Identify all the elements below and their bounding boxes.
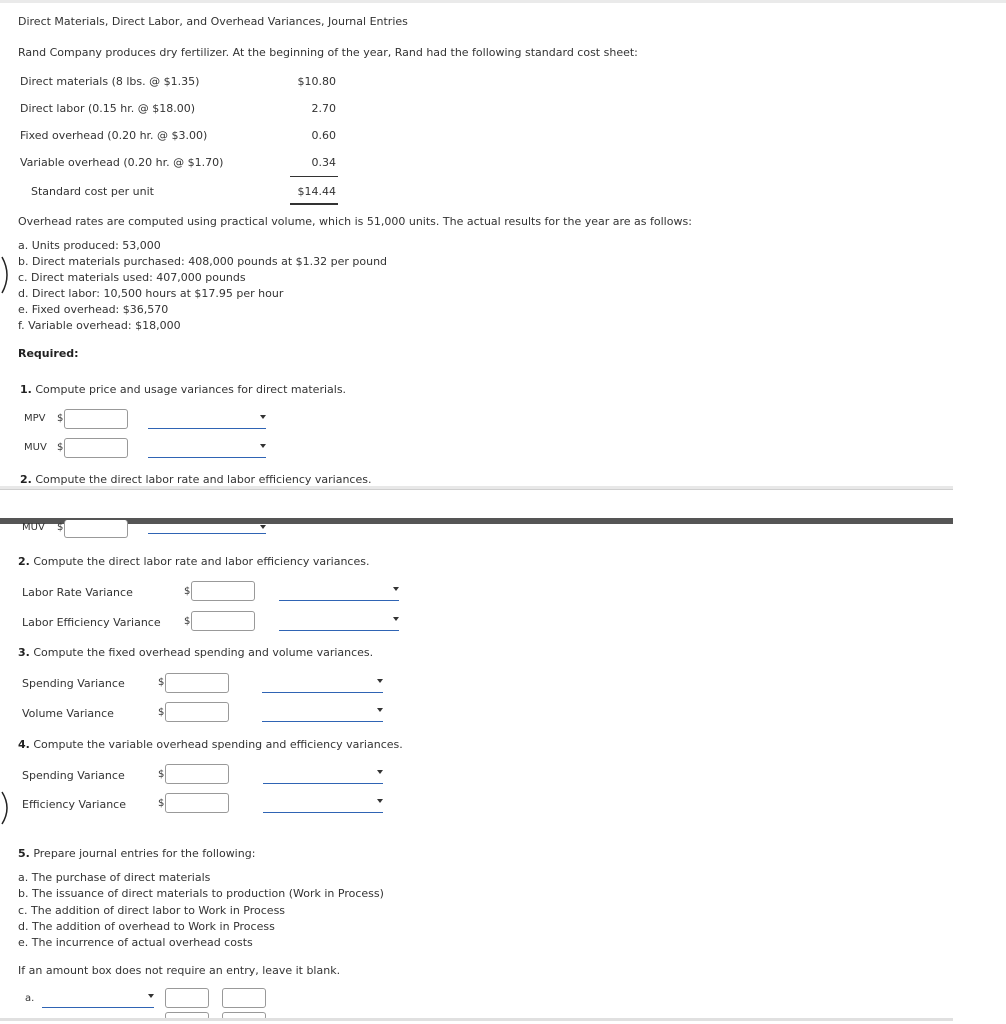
fixed-spending-variance-label: Spending Variance [22,677,125,690]
currency-symbol: $ [158,677,165,688]
currency-symbol: $ [158,707,165,718]
list-item: f. Variable overhead: $18,000 [18,319,181,332]
mpv-label: MPV [24,413,46,424]
chevron-down-icon [393,587,399,591]
question-1 [20,383,346,396]
list-item: c. The addition of direct labor to Work in Process [18,904,286,917]
chevron-down-icon [260,415,266,419]
labor-efficiency-variance-select[interactable] [279,611,399,631]
mpv-favorable-select[interactable] [148,409,266,429]
chevron-down-icon [377,708,383,712]
list-item: c. Direct materials used: 407,000 pounds [18,271,246,284]
variable-spending-variance-label: Spending Variance [22,769,125,782]
cost-line-amount: 2.70 [311,102,336,115]
question-text: Compute the fixed overhead spending and volume variances. [29,646,374,659]
cost-line-amount: 0.34 [311,156,336,169]
efficiency-variance-select[interactable] [263,793,383,813]
currency-symbol: $ [57,442,64,453]
list-item: e. The incurrence of actual overhead costs [18,936,253,949]
page-title: Direct Materials, Direct Labor, and Overhead Variances, Journal Entries [18,15,408,28]
question-number: 2. [20,473,32,486]
variable-spending-variance-input[interactable] [165,764,229,784]
entry-label: a. [25,993,35,1004]
currency-symbol: $ [184,616,191,627]
screenshot-divider [0,518,953,524]
currency-symbol: $ [184,586,191,597]
muv-amount-input[interactable] [64,438,128,458]
cost-line-label: Fixed overhead (0.20 hr. @ $3.00) [20,129,208,142]
intro-text: Rand Company produces dry fertilizer. At the beginning of the year, Rand had the following standard cost sheet: [18,46,638,59]
subtotal-rule [290,176,338,177]
muv-label: MUV [22,522,45,533]
cost-line-amount: $10.80 [297,75,336,88]
currency-symbol: $ [57,413,64,424]
chevron-down-icon [377,799,383,803]
currency-symbol: $ [57,522,64,533]
total-amount: $14.44 [297,185,336,198]
list-item: b. The issuance of direct materials to production (Work in Process) [18,887,384,900]
total-label: Standard cost per unit [31,185,154,198]
debit-input[interactable] [165,988,209,1008]
question-4 [18,738,403,751]
top-border [0,0,1006,3]
question-text: Compute the direct labor rate and labor efficiency variances. [29,555,370,568]
chevron-down-icon [260,525,266,529]
list-item: e. Fixed overhead: $36,570 [18,303,169,316]
total-double-rule [290,203,338,205]
question-number: 4. [18,738,30,751]
journal-account-select[interactable] [42,988,154,1008]
cost-line-label: Direct materials (8 lbs. @ $1.35) [20,75,200,88]
currency-symbol: $ [158,769,165,780]
list-item: d. The addition of overhead to Work in Process [18,920,275,933]
labor-efficiency-variance-label: Labor Efficiency Variance [22,616,161,629]
question-number: 5. [18,847,30,860]
overhead-text: Overhead rates are computed using practical volume, which is 51,000 units. The actual results for the year are as follows: [18,215,692,228]
list-item: a. The purchase of direct materials [18,871,211,884]
labor-efficiency-variance-input[interactable] [191,611,255,631]
currency-symbol: $ [158,798,165,809]
fixed-spending-variance-select[interactable] [262,673,383,693]
credit-input[interactable] [222,988,266,1008]
cost-line-label: Direct labor (0.15 hr. @ $18.00) [20,102,195,115]
question-number: 3. [18,646,30,659]
chevron-down-icon [148,994,154,998]
chevron-down-icon [260,444,266,448]
chevron-down-icon [377,679,383,683]
instruction-note: If an amount box does not require an entry, leave it blank. [18,964,341,977]
fixed-spending-variance-input[interactable] [165,673,229,693]
efficiency-variance-label: Efficiency Variance [22,798,127,811]
question-5 [18,847,255,860]
muv-label: MUV [24,442,47,453]
question-number: 2. [18,555,30,568]
margin-bracket-icon [0,790,12,826]
labor-rate-variance-label: Labor Rate Variance [22,586,133,599]
mpv-amount-input[interactable] [64,409,128,429]
list-item: b. Direct materials purchased: 408,000 pounds at $1.32 per pound [18,255,388,268]
muv-favorable-select[interactable] [148,438,266,458]
question-number: 1. [20,383,32,396]
labor-rate-variance-input[interactable] [191,581,255,601]
muv-amount-input[interactable] [64,520,128,538]
question-text: Compute the direct labor rate and labor efficiency variances. [31,473,372,486]
question-2 [18,555,369,568]
efficiency-variance-input[interactable] [165,793,229,813]
question-text: Prepare journal entries for the following: [29,847,256,860]
muv-favorable-select[interactable] [148,520,266,534]
cost-line-amount: 0.60 [311,129,336,142]
volume-variance-label: Volume Variance [22,707,114,720]
cost-line-label: Variable overhead (0.20 hr. @ $1.70) [20,156,224,169]
list-item: d. Direct labor: 10,500 hours at $17.95 per hour [18,287,284,300]
screenshot-divider [0,486,953,490]
question-text: Compute the variable overhead spending and efficiency variances. [29,738,403,751]
list-item: a. Units produced: 53,000 [18,239,161,252]
labor-rate-variance-select[interactable] [279,581,399,601]
variable-spending-variance-select[interactable] [263,764,383,784]
chevron-down-icon [393,617,399,621]
bottom-border [0,1018,953,1021]
question-2-preview [20,473,371,486]
margin-bracket-icon [0,255,12,295]
required-heading: Required: [18,347,79,360]
question-text: Compute price and usage variances for direct materials. [31,383,347,396]
volume-variance-input[interactable] [165,702,229,722]
volume-variance-select[interactable] [262,702,383,722]
chevron-down-icon [377,770,383,774]
question-3 [18,646,373,659]
